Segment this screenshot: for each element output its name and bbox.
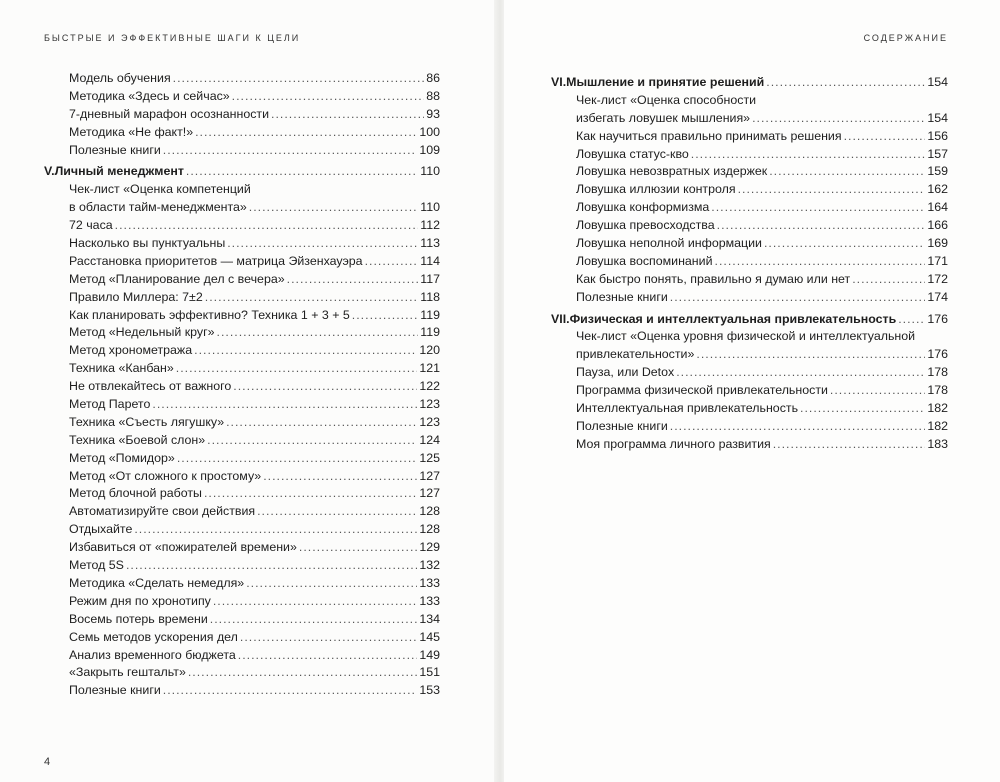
- toc-entry: [44, 539, 440, 557]
- toc-entry-title: Избавиться от «пожирателей времени»: [69, 540, 297, 555]
- toc-entry-title: Ловушка невозвратных издержек: [576, 164, 768, 179]
- toc-entry-title: Анализ временного бюджета: [69, 647, 236, 662]
- toc-entry-title: Чек-лист «Оценка компетенций: [69, 182, 251, 197]
- toc-dot-leader: [177, 450, 418, 468]
- toc-entry-title: Насколько вы пунктуальны: [69, 236, 226, 251]
- toc-page-number: 176: [927, 311, 948, 326]
- toc-entry-title: Метод «Помидор»: [69, 450, 175, 465]
- toc-page-number: 133: [419, 593, 440, 608]
- toc-dot-leader: [173, 70, 425, 88]
- toc-entry: [551, 328, 948, 346]
- toc-entry-title: Полезные книги: [69, 142, 161, 157]
- toc-entry-title: Метод Парето: [69, 397, 151, 412]
- toc-entry: [551, 400, 948, 418]
- toc-page-number: 134: [419, 611, 440, 626]
- toc-entry-title: Методика «Сделать немедля»: [69, 575, 245, 590]
- toc-page-number: 125: [419, 450, 440, 465]
- toc-section-heading: [551, 311, 948, 329]
- toc-entry-title: Отдыхайте: [69, 522, 133, 537]
- toc-page-number: 182: [927, 401, 948, 416]
- toc-dot-leader: [898, 311, 925, 329]
- toc-dot-leader: [232, 88, 425, 106]
- toc-entry-title: Программа физической привлекательности: [576, 383, 828, 398]
- toc-entry: [44, 468, 440, 486]
- toc-dot-leader: [186, 163, 418, 181]
- toc-entry-title: Методика «Здесь и сейчас»: [69, 88, 230, 103]
- toc-entry-title: 7-дневный марафон осознанности: [69, 106, 269, 121]
- toc-entry: [44, 378, 440, 396]
- toc-entry: [551, 92, 948, 110]
- toc-entry-title: «Закрыть гештальт»: [69, 665, 186, 680]
- toc-dot-leader: [246, 575, 417, 593]
- toc-page-number: 154: [927, 110, 948, 125]
- toc-entry: [44, 432, 440, 450]
- toc-page-number: 156: [927, 128, 948, 143]
- toc-entry: [551, 253, 948, 271]
- toc-entry-title: Личный менеджмент: [54, 164, 184, 179]
- toc-page-number: 119: [420, 307, 440, 322]
- toc-dot-leader: [176, 360, 418, 378]
- toc-entry-title: Полезные книги: [69, 683, 161, 698]
- toc-entry: [44, 521, 440, 539]
- toc-dot-leader: [226, 414, 417, 432]
- toc-entry: [44, 342, 440, 360]
- toc-page-number: 149: [419, 647, 440, 662]
- toc-entry: [44, 647, 440, 665]
- toc-entry: [44, 181, 440, 199]
- toc-section-number: VII.: [551, 311, 570, 326]
- toc-entry: [551, 199, 948, 217]
- toc-dot-leader: [766, 74, 925, 92]
- toc-dot-leader: [249, 199, 418, 217]
- toc-entry-title: Метод блочной работы: [69, 486, 202, 501]
- toc-page-number: 120: [419, 343, 440, 358]
- toc-page-number: 183: [927, 436, 948, 451]
- toc-entry: [551, 235, 948, 253]
- toc-dot-leader: [152, 396, 417, 414]
- toc-entry: [44, 106, 440, 124]
- toc-entry: [44, 664, 440, 682]
- toc-entry: [551, 271, 948, 289]
- toc-entry-title: Чек-лист «Оценка уровня физической и интеллектуальной: [576, 329, 916, 344]
- toc-entry: [551, 418, 948, 436]
- toc-dot-leader: [188, 664, 417, 682]
- toc-entry: [44, 360, 440, 378]
- toc-entry-title: Семь методов ускорения дел: [69, 629, 238, 644]
- toc-entry-title: Техника «Съесть лягушку»: [69, 414, 225, 429]
- toc-entry: [551, 128, 948, 146]
- toc-page-number: 171: [927, 253, 948, 268]
- toc-entry: [44, 611, 440, 629]
- toc-dot-leader: [287, 271, 419, 289]
- toc-page-number: 114: [420, 253, 440, 268]
- toc-dot-leader: [217, 324, 419, 342]
- toc-dot-leader: [299, 539, 417, 557]
- toc-page-number: 169: [927, 236, 948, 251]
- toc-entry: [44, 414, 440, 432]
- toc-entry: [551, 364, 948, 382]
- toc-page-number: 113: [420, 236, 440, 251]
- toc-page-number: 109: [419, 142, 440, 157]
- toc-entry-title: Чек-лист «Оценка способности: [576, 92, 757, 107]
- toc-dot-leader: [204, 485, 417, 503]
- toc-entry: [551, 217, 948, 235]
- toc-entry: [551, 110, 948, 128]
- toc-right-column: [551, 70, 948, 454]
- toc-entry-title: Интеллектуальная привлекательность: [576, 401, 799, 416]
- toc-page-number: 178: [927, 383, 948, 398]
- toc-page-number: 127: [419, 486, 440, 501]
- toc-entry-title: привлекательности»: [576, 347, 695, 362]
- toc-entry-title: Физическая и интеллектуальная привлекательность: [569, 311, 897, 326]
- toc-entry: [44, 307, 440, 325]
- toc-page-number: 121: [419, 361, 440, 376]
- toc-page-number: 110: [420, 200, 440, 215]
- toc-dot-leader: [238, 647, 418, 665]
- toc-dot-leader: [830, 382, 925, 400]
- toc-entry: [44, 70, 440, 88]
- toc-entry-title: Моя программа личного развития: [576, 436, 771, 451]
- toc-page-number: 151: [419, 665, 440, 680]
- toc-entry-title: Ловушка воспоминаний: [576, 253, 713, 268]
- toc-entry: [551, 289, 948, 307]
- toc-entry-title: Как научиться правильно принимать решения: [576, 128, 842, 143]
- toc-entry-title: в области тайм-менеджмента»: [69, 200, 247, 215]
- toc-entry: [44, 88, 440, 106]
- toc-entry-title: Пауза, или Detox: [576, 365, 675, 380]
- toc-entry: [551, 382, 948, 400]
- toc-page-number: 112: [420, 218, 440, 233]
- toc-entry-title: Как быстро понять, правильно я думаю или нет: [576, 271, 851, 286]
- toc-dot-leader: [227, 235, 418, 253]
- toc-dot-leader: [207, 432, 417, 450]
- toc-dot-leader: [213, 593, 417, 611]
- toc-page-number: 128: [419, 504, 440, 519]
- toc-dot-leader: [233, 378, 417, 396]
- toc-entry: [44, 450, 440, 468]
- toc-dot-leader: [194, 342, 417, 360]
- toc-page-number: 100: [419, 124, 440, 139]
- toc-dot-leader: [126, 557, 417, 575]
- toc-dot-leader: [115, 217, 419, 235]
- toc-entry-title: Техника «Боевой слон»: [69, 432, 206, 447]
- toc-entry: [551, 181, 948, 199]
- toc-page-number: 178: [927, 365, 948, 380]
- toc-section-number: V.: [44, 164, 55, 179]
- left-page: [0, 0, 496, 782]
- toc-entry-title: Метод хронометража: [69, 343, 193, 358]
- toc-section-heading: [44, 163, 440, 181]
- toc-page-number: 127: [419, 468, 440, 483]
- running-header-left: БЫСТРЫЕ И ЭФФЕКТИВНЫЕ ШАГИ К ЦЕЛИ: [44, 33, 301, 43]
- toc-dot-leader: [696, 346, 925, 364]
- toc-entry: [44, 485, 440, 503]
- toc-entry: [44, 575, 440, 593]
- toc-entry-title: Метод «От сложного к простому»: [69, 468, 262, 483]
- toc-entry: [44, 396, 440, 414]
- toc-entry: [44, 629, 440, 647]
- toc-page-number: 133: [419, 575, 440, 590]
- toc-page-number: 172: [927, 271, 948, 286]
- toc-page-number: 123: [419, 414, 440, 429]
- toc-entry-title: Как планировать эффективно? Техника 1 + 3 + 5: [69, 307, 350, 322]
- toc-dot-leader: [163, 142, 418, 160]
- toc-dot-leader: [691, 146, 926, 164]
- toc-entry-title: Ловушка превосходства: [576, 218, 715, 233]
- toc-entry-title: Техника «Канбан»: [69, 361, 174, 376]
- toc-dot-leader: [205, 289, 418, 307]
- toc-page-number: 176: [927, 347, 948, 362]
- toc-entry: [44, 271, 440, 289]
- toc-entry: [44, 124, 440, 142]
- toc-dot-leader: [711, 199, 925, 217]
- toc-page-number: 166: [927, 218, 948, 233]
- toc-entry: [44, 199, 440, 217]
- toc-entry-title: Методика «Не факт!»: [69, 124, 194, 139]
- toc-entry: [44, 503, 440, 521]
- toc-entry: [44, 324, 440, 342]
- toc-page-number: 88: [426, 88, 440, 103]
- toc-entry-title: Модель обучения: [69, 71, 171, 85]
- toc-section-heading: [551, 74, 948, 92]
- toc-entry: [44, 682, 440, 700]
- toc-page-number: 86: [426, 71, 440, 85]
- toc-page-number: 132: [419, 558, 440, 573]
- toc-entry: [44, 557, 440, 575]
- toc-dot-leader: [352, 307, 418, 325]
- toc-entry: [44, 289, 440, 307]
- toc-dot-leader: [738, 181, 926, 199]
- toc-page-number: 182: [927, 418, 948, 433]
- toc-dot-leader: [257, 503, 417, 521]
- toc-entry-title: Автоматизируйте свои действия: [69, 504, 256, 519]
- toc-dot-leader: [852, 271, 925, 289]
- toc-dot-leader: [210, 611, 418, 629]
- toc-dot-leader: [844, 128, 926, 146]
- toc-page-number: 174: [927, 289, 948, 304]
- toc-dot-leader: [271, 106, 424, 124]
- toc-entry-title: Ловушка статус-кво: [576, 146, 689, 161]
- toc-page-number: 93: [426, 106, 440, 121]
- running-header-right: СОДЕРЖАНИЕ: [863, 33, 948, 43]
- toc-dot-leader: [134, 521, 417, 539]
- toc-page-number: 119: [420, 325, 440, 340]
- toc-entry-title: избегать ловушек мышления»: [576, 110, 751, 125]
- toc-page-number: 128: [419, 522, 440, 537]
- toc-dot-leader: [365, 253, 419, 271]
- toc-entry: [551, 346, 948, 364]
- toc-dot-leader: [717, 217, 926, 235]
- toc-entry: [551, 163, 948, 181]
- toc-page-number: 153: [419, 683, 440, 698]
- toc-entry-title: Правило Миллера: 7±2: [69, 289, 203, 304]
- toc-entry-title: Метод «Недельный круг»: [69, 325, 215, 340]
- toc-entry-title: 72 часа: [69, 218, 113, 233]
- toc-entry-title: Расстановка приоритетов — матрица Эйзенхауэра: [69, 253, 363, 268]
- toc-page-number: 123: [419, 397, 440, 412]
- toc-dot-leader: [263, 468, 417, 486]
- toc-dot-leader: [163, 682, 418, 700]
- toc-entry-title: Ловушка конформизма: [576, 200, 710, 215]
- toc-entry: [44, 235, 440, 253]
- toc-entry: [44, 142, 440, 160]
- toc-entry-title: Метод «Планирование дел с вечера»: [69, 271, 285, 286]
- toc-dot-leader: [769, 163, 925, 181]
- toc-page-number: 110: [420, 164, 440, 179]
- toc-page-number: 145: [419, 629, 440, 644]
- toc-entry: [551, 436, 948, 454]
- toc-page-number: 118: [420, 289, 440, 304]
- toc-entry: [44, 217, 440, 235]
- toc-dot-leader: [195, 124, 417, 142]
- toc-entry-title: Ловушка неполной информации: [576, 236, 762, 251]
- toc-page-number: 124: [419, 432, 440, 447]
- toc-dot-leader: [773, 436, 926, 454]
- toc-dot-leader: [764, 235, 925, 253]
- toc-entry-title: Полезные книги: [576, 418, 668, 433]
- toc-page-number: 164: [927, 200, 948, 215]
- toc-entry-title: Ловушка иллюзии контроля: [576, 182, 736, 197]
- toc-entry: [44, 593, 440, 611]
- toc-dot-leader: [715, 253, 926, 271]
- toc-page-number: 122: [419, 379, 440, 394]
- toc-entry-title: Восемь потерь времени: [69, 611, 208, 626]
- toc-page-number: 129: [419, 540, 440, 555]
- toc-entry-title: Метод 5S: [69, 558, 124, 573]
- toc-dot-leader: [752, 110, 925, 128]
- toc-dot-leader: [800, 400, 925, 418]
- toc-page-number: 162: [927, 182, 948, 197]
- toc-page-number: 117: [420, 271, 440, 286]
- toc-entry-title: Полезные книги: [576, 289, 668, 304]
- toc-left-column: [44, 70, 440, 700]
- toc-entry-title: Мышление и принятие решений: [566, 75, 765, 89]
- toc-page-number: 157: [927, 146, 948, 161]
- toc-entry: [44, 253, 440, 271]
- toc-dot-leader: [240, 629, 417, 647]
- toc-dot-leader: [670, 289, 926, 307]
- toc-dot-leader: [670, 418, 926, 436]
- page-number: 4: [44, 756, 51, 768]
- toc-entry-title: Режим дня по хронотипу: [69, 593, 211, 608]
- toc-dot-leader: [676, 364, 925, 382]
- toc-page-number: 154: [927, 75, 948, 89]
- toc-section-number: VI.: [551, 75, 567, 89]
- toc-entry-title: Не отвлекайтесь от важного: [69, 379, 232, 394]
- toc-page-number: 159: [927, 164, 948, 179]
- toc-entry: [551, 146, 948, 164]
